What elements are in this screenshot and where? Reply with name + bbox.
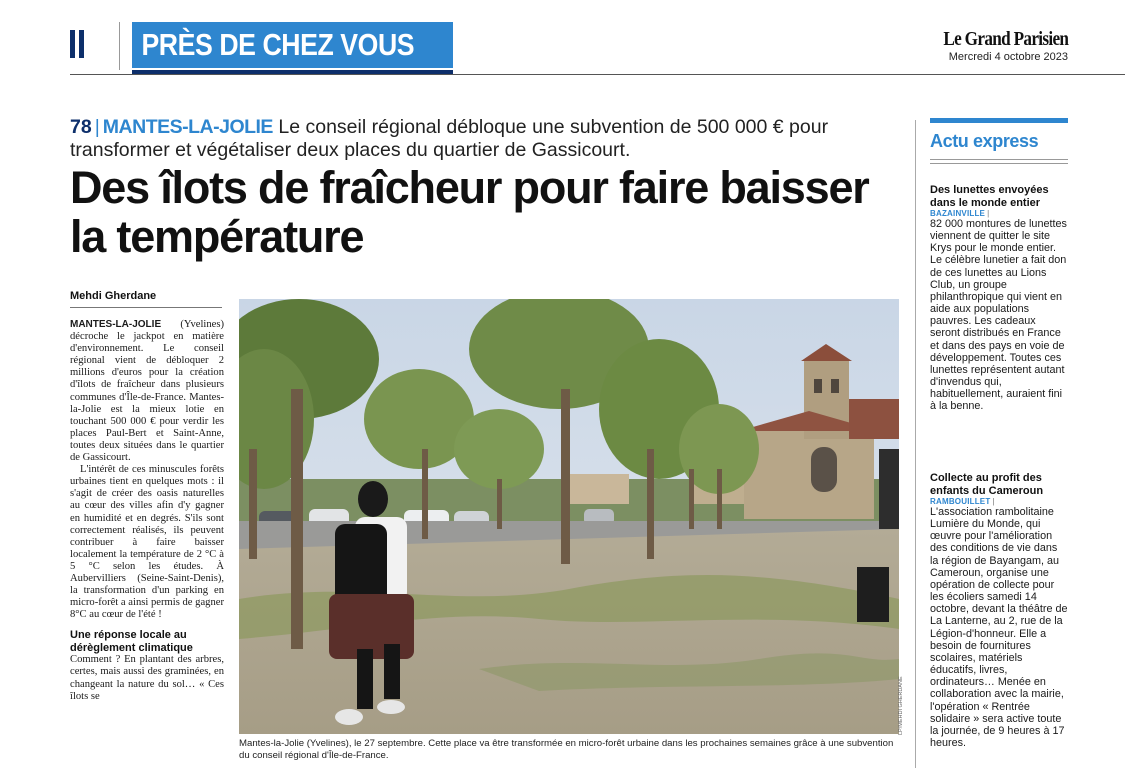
article-headline: Des îlots de fraîcheur pour faire baisser la température: [70, 162, 869, 262]
lead-text: (Yvelines) décroche le jackpot en matière d'environnement. Le conseil régional vient de débloquer 2 millions d'euros pour la création d'îlots de fraîcheur dans plusieurs communes d'Île-de-France. Mantes-la-Jolie est la mieux lotie en touchant 500 000 € pour verdir les places Paul-Bert et Saint-Anne, toutes deux situées dans le quartier de Gassicourt.: [70, 319, 224, 464]
header-rule: [70, 74, 1125, 75]
brief-item: [930, 472, 1068, 749]
brief-title: Collecte au profit des enfants du Cameroun: [930, 472, 1044, 497]
body-paragraph: Comment ? En plantant des arbres, certes, mais aussi des graminées, en changeant la nature du sol… « Ces îlots se: [70, 654, 224, 702]
sidebar-title: Actu express: [930, 131, 1039, 151]
brief-place: RAMBOUILLET |: [930, 497, 995, 506]
brief-place-label: BAZAINVILLE: [930, 209, 986, 218]
kicker-text: Le conseil régional débloque une subvention de 500 000 € pour transformer et végétaliser deux places du quartier de Gassicourt.: [70, 116, 829, 161]
photo-caption: Mantes-la-Jolie (Yvelines), le 27 septembre. Cette place va être transformée en micro-forêt urbaine dans les prochaines semaines grâce à une subvention du conseil régional d'Île-de-France.: [239, 738, 894, 761]
article-photo: [239, 299, 899, 734]
sidebar-title-rule: [930, 159, 1068, 164]
kicker-department: 78: [70, 116, 92, 138]
photo-credit: [898, 675, 908, 735]
lead-paragraph: [70, 319, 224, 464]
author-rule: [70, 307, 222, 308]
body-paragraph: L'intérêt de ces minuscules forêts urbaines tient en quelques mots : il s'agit de créer des oasis naturelles au cœur des villes afin d'y gagner en humidité et en degrés. S'ils sont correctement réalisés, ils peuvent contribuer à faire baisser localement la température de 2 °C à 5 °C selon les études. À Aubervilliers (Seine-Saint-Denis), la transformation d'un parking en micro-forêt a ainsi permis de gagner 8°C au cœur de l'été !: [70, 464, 224, 621]
section-title: PRÈS DE CHEZ VOUS: [141, 27, 415, 62]
issue-date: Mercredi 4 octobre 2023: [948, 51, 1068, 63]
kicker-city: MANTES-LA-JOLIE: [102, 116, 273, 138]
brief-title: Des lunettes envoyées dans le monde entier: [930, 184, 1049, 209]
article-subhead: Une réponse locale au dérèglement climatique: [70, 629, 193, 654]
brief-text: 82 000 montures de lunettes viennent de quitter le site Krys pour le monde entier. Le célèbre lunetier a fait don de ces lunettes au Lions Club, un groupe philanthropique qui vient en aide aux populations pauvres. Les cadeaux seront distribués en France et dans des pays en voie de développement. Toutes ces lunettes représentent autant d'invendus qui, habituellement, auraient fini à la benne.: [930, 218, 1067, 413]
photo-credit-text: LP/MEHDI GHERDANE: [898, 676, 904, 735]
kicker-separator: |: [94, 116, 100, 138]
section-banner: [132, 22, 453, 68]
brief-place: BAZAINVILLE |: [930, 209, 990, 218]
article-body: [70, 319, 224, 768]
header-divider: [119, 22, 120, 70]
photo-illustration: [239, 299, 899, 734]
article-kicker: [70, 116, 910, 162]
section-page-mark: [70, 30, 86, 58]
brief-item: [930, 184, 1068, 413]
sidebar-top-bar: [930, 118, 1068, 123]
sidebar-divider: [915, 120, 916, 768]
newspaper-logo: Le Grand Parisien: [943, 28, 1068, 50]
article-author: Mehdi Gherdane: [70, 290, 157, 302]
brief-text: L'association rambolitaine Lumière du Monde, qui œuvre pour l'amélioration des conditions de vie dans la région de Bayangam, au Cameroun, organise une opération de collecte pour les écoliers samedi 14 octobre, devant la théâtre de La Lanterne, au 2, rue de la Légion-d'honneur. Elle a besoin de fournitures scolaires, matériels éducatifs, livres, ordinateurs… Menée en collaboration avec la mairie, l'opération « Rentrée solidaire » sera active toute la journée, de 9 heures à 17 heures.: [930, 506, 1068, 749]
lead-city: MANTES-LA-JOLIE: [70, 319, 162, 330]
brief-place-label: RAMBOUILLET: [930, 497, 991, 506]
